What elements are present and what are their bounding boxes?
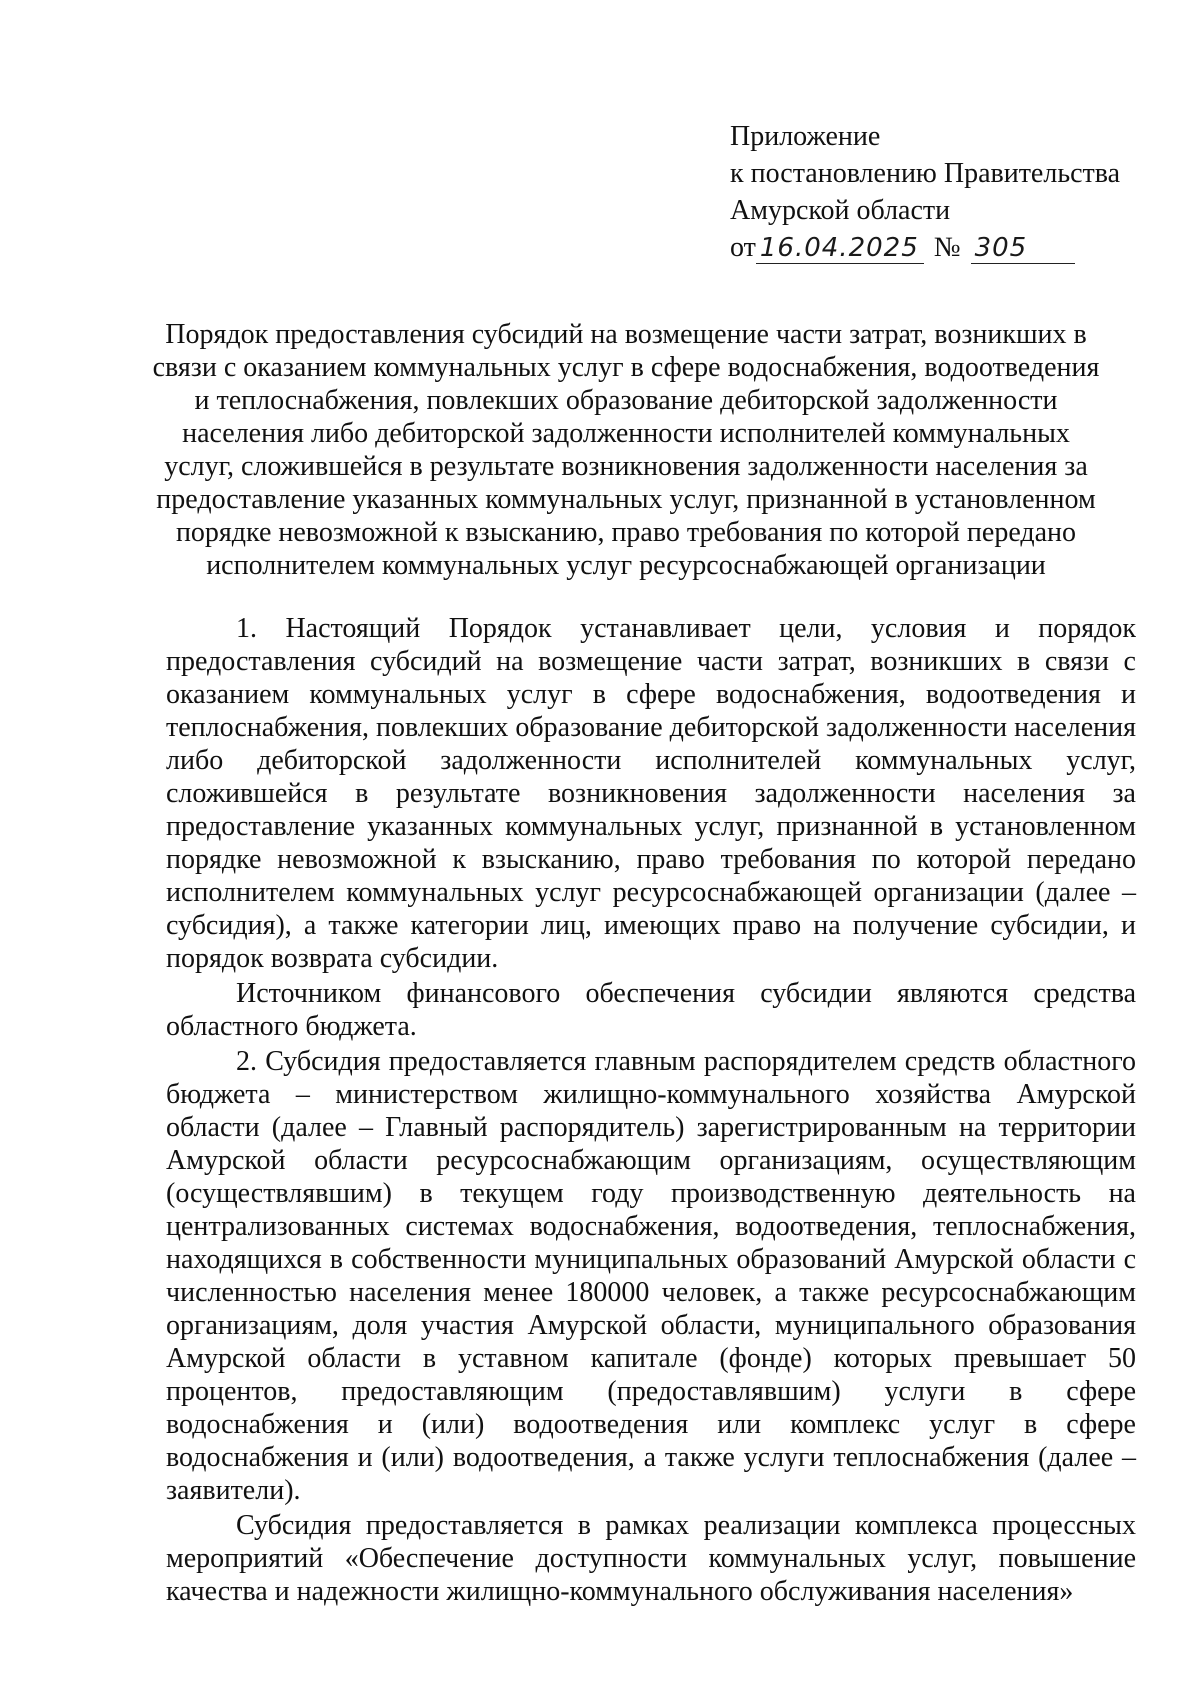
appendix-reference: к постановлению Правительства [730, 158, 1121, 189]
appendix-label: Приложение [730, 121, 881, 152]
paragraph-program: Субсидия предоставляется в рамках реализации комплекса процессных мероприятий «Обеспечение доступности коммунальных услуг, повышение качества и надежности жилищно-коммунального обслуживания населения» [166, 1510, 1136, 1607]
date-number-line [730, 229, 1150, 266]
handwritten-number: 305 [971, 233, 1075, 264]
paragraph-2: 2. Субсидия предоставляется главным распорядителем средств областного бюджета – министерством жилищно-коммунального хозяйства Амурской области (далее – Главный распорядитель) зарегистрированным на территории Амурской области ресурсоснабжающим организациям, осуществляющим (осуществлявшим) в текущем году производственную деятельность на централизованных системах водоснабжения, водоотведения, теплоснабжения, находящихся в собственности муниципальных образований Амурской области с численностью населения менее 180000 человек, а также ресурсоснабжающим организациям, доля участия Амурской области, муниципального образования Амурской области в уставном капитале (фонде) которых превышает 50 процентов, предоставляющим (предоставлявшим) услуги в сфере водоснабжения и (или) водоотведения или комплекс услуг в сфере водоснабжения и (или) водоотведения, а также услуги теплоснабжения (далее – заявители). [166, 1046, 1136, 1506]
appendix-header [730, 118, 1150, 266]
document-title: Порядок предоставления субсидий на возмещение части затрат, возникших в связи с оказанием коммунальных услуг в сфере водоснабжения, водоотведения и теплоснабжения, повлекших образование дебиторской задолженности населения либо дебиторской задолженности исполнителей коммунальных услуг, сложившейся в результате возникновения задолженности населения за предоставление указанных коммунальных услуг, признанной в установленном порядке невозможной к взысканию, право требования по которой передано исполнителем коммунальных услуг ресурсоснабжающей организации [152, 319, 1100, 581]
date-prefix: от [730, 232, 756, 263]
paragraph-1: 1. Настоящий Порядок устанавливает цели, условия и порядок предоставления субсидий на возмещение части затрат, возникших в связи с оказанием коммунальных услуг в сфере водоснабжения, водоотведения и теплоснабжения, повлекших образование дебиторской задолженности населения либо дебиторской задолженности исполнителей коммунальных услуг, сложившейся в результате возникновения задолженности населения за предоставление указанных коммунальных услуг, признанной в установленном порядке невозможной к взысканию, право требования по которой передано исполнителем коммунальных услуг ресурсоснабжающей организации (далее – субсидия), а также категории лиц, имеющих право на получение субсидии, и порядок возврата субсидии. [166, 613, 1136, 974]
handwritten-date: 16.04.2025 [756, 233, 924, 264]
document-body [166, 612, 1136, 1608]
number-sign: № [933, 232, 961, 263]
paragraph-funding-source: Источником финансового обеспечения субсидии являются средства областного бюджета. [166, 978, 1136, 1042]
appendix-region: Амурской области [730, 195, 951, 226]
